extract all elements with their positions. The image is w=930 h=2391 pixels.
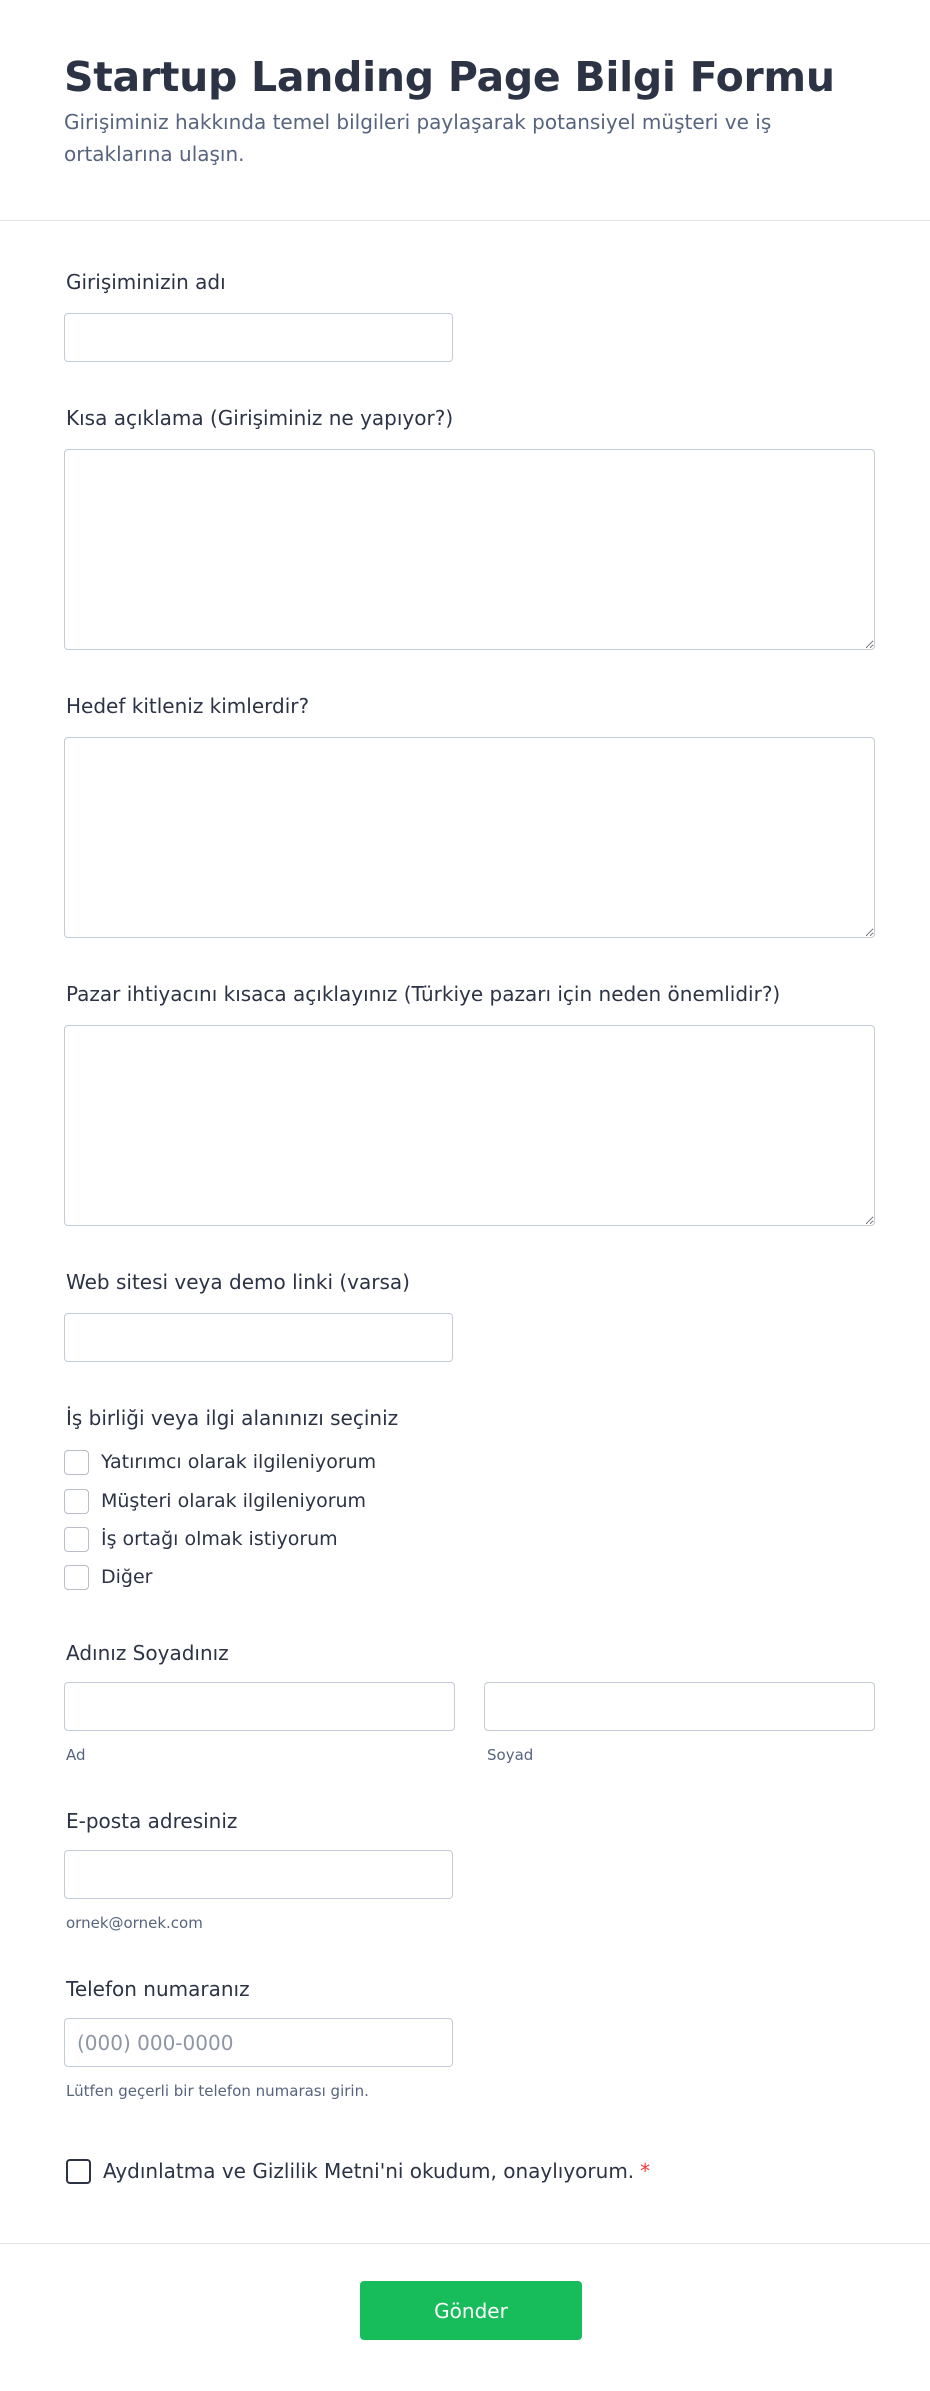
form-header xyxy=(0,0,930,221)
interest-option-investor[interactable] xyxy=(64,1449,376,1475)
first-name-sublabel: Ad xyxy=(66,1746,86,1764)
last-name-input[interactable] xyxy=(484,1682,875,1731)
target-audience-textarea[interactable] xyxy=(64,737,875,938)
market-need-label: Pazar ihtiyacını kısaca açıklayınız (Türkiye pazarı için neden önemlidir?) xyxy=(66,982,781,1006)
page-subtitle: Girişiminiz hakkında temel bilgileri paylaşarak potansiyel müşteri ve iş ortaklarına ulaşın. xyxy=(64,110,772,166)
required-mark: * xyxy=(640,2159,651,2183)
website-input[interactable] xyxy=(64,1313,453,1362)
checkbox[interactable] xyxy=(64,1489,89,1514)
interest-option-label: Yatırımcı olarak ilgileniyorum xyxy=(101,1451,377,1473)
consent-checkbox[interactable] xyxy=(66,2159,91,2184)
email-input[interactable] xyxy=(64,1850,453,1899)
phone-label: Telefon numaranız xyxy=(66,1977,250,2001)
consent-label xyxy=(103,2159,650,2183)
consent-text: Aydınlatma ve Gizlilik Metni'ni okudum, onaylıyorum. xyxy=(103,2159,635,2183)
first-name-input[interactable] xyxy=(64,1682,455,1731)
footer-divider xyxy=(0,2243,930,2244)
website-label: Web sitesi veya demo linki (varsa) xyxy=(66,1270,410,1294)
email-sublabel: ornek@ornek.com xyxy=(66,1914,203,1932)
interest-option-label: İş ortağı olmak istiyorum xyxy=(101,1528,338,1550)
checkbox[interactable] xyxy=(64,1527,89,1552)
interest-option-label: Diğer xyxy=(101,1566,153,1588)
full-name-label: Adınız Soyadınız xyxy=(66,1641,229,1665)
startup-name-label: Girişiminizin adı xyxy=(66,270,226,294)
market-need-textarea[interactable] xyxy=(64,1025,875,1226)
submit-button[interactable]: Gönder xyxy=(360,2281,582,2340)
page-title: Startup Landing Page Bilgi Formu xyxy=(64,53,835,101)
checkbox[interactable] xyxy=(64,1565,89,1590)
checkbox[interactable] xyxy=(64,1450,89,1475)
phone-sublabel: Lütfen geçerli bir telefon numarası girin. xyxy=(66,2082,369,2100)
startup-name-input[interactable] xyxy=(64,313,453,362)
interest-option-partner[interactable] xyxy=(64,1526,338,1552)
phone-input[interactable] xyxy=(64,2018,453,2067)
interest-option-label: Müşteri olarak ilgileniyorum xyxy=(101,1490,367,1512)
interest-option-customer[interactable] xyxy=(64,1488,366,1514)
target-audience-label: Hedef kitleniz kimlerdir? xyxy=(66,694,310,718)
short-description-textarea[interactable] xyxy=(64,449,875,650)
short-description-label: Kısa açıklama (Girişiminiz ne yapıyor?) xyxy=(66,406,454,430)
last-name-sublabel: Soyad xyxy=(487,1746,534,1764)
interest-label: İş birliği veya ilgi alanınızı seçiniz xyxy=(66,1406,399,1430)
interest-option-other[interactable] xyxy=(64,1564,152,1590)
email-label: E-posta adresiniz xyxy=(66,1809,238,1833)
